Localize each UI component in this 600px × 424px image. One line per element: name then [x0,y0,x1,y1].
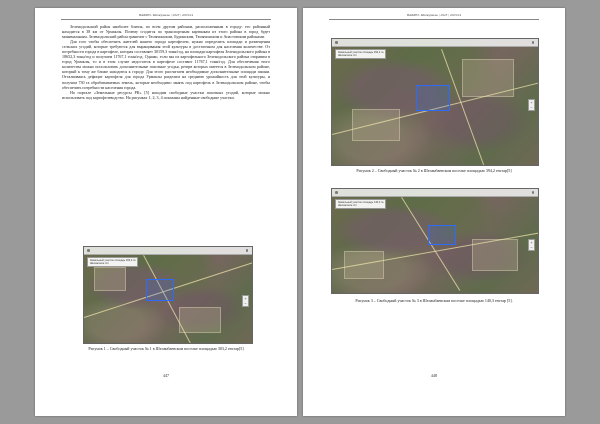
map-info-box [335,49,386,59]
map-zoom-control [242,295,249,307]
map-menu-icon [335,41,338,44]
land-parcel-outline [146,279,174,301]
zoom-out-icon: − [530,245,533,250]
zoom-in-icon: + [530,240,533,245]
paragraph: Для того чтобы обеспечить жителей нашего города картофелем, нужно определить площади и размещения сельских угодий, которые требуются для выращивания этой культуры в достаточном для населения количестве. От потребности города в картофеле, которая составляет 30159,3 тонн/год, на площади картофеля Зеленодольского района в 18652,3 тонн/год и получаем 11767,1 тонн/год. Однако, если мы из картофельного Зеленодольского района отправим в город Урмаклы, то и в этом случае недостаток в картофеле составит 11767,1 тонн/год. Для обеспечения этого количества можно использовать дополнительные пахотные угодья, резерв которых имеется в Зеленодольском районе, который к тому же ближе находится к городу. Для этого рассчитаем необходимые дополнительные площади пашни. Отталкиваясь дефицит картофеля для города Урмаклы разделим на среднюю урожайность для этой культуры, и получим 730 га обрабатываемых земель, которые необходимо занять под картофель в Зеленодольском районе, чтобы обеспечить потребности населения города. [62,39,270,90]
map-toolbar [332,189,538,197]
map-info-box [87,257,138,267]
page-number: 448 [430,373,438,378]
map-search-icon [246,249,249,252]
zoom-out-icon: − [244,301,247,306]
field-plot [179,307,221,333]
header-divider [61,19,271,20]
map-search-icon [532,41,535,44]
map-info-line: Шелангское с/п [90,262,109,266]
map-figure-1 [83,246,253,344]
figure-caption: Рисунок 2 – Свободный участок № 2 в Шеланбаевском поселке площадью 394,2 гектар[5] [356,168,512,173]
map-menu-icon [335,191,338,194]
map-menu-icon [87,249,90,252]
field-plot [352,109,400,141]
body-text [62,24,270,100]
header-divider [329,19,539,20]
paragraph: Зеленодольский район наиболее близок, по всем другим районам, расположенным в городу: его районный находится в 38 км от Урмаклы. Почему сгодится по транспортным картинкам из этого района в город будет минимальным. Зеленодольский район граничит с Тюлячинским, Буринским, Тюлячинским и Апастовским районами. [62,24,270,40]
map-info-line: Шелангское с/п [338,54,357,58]
figure-caption: Рисунок 1 – Свободный участок № 1 в Шеланбаевском поселке площадью 303,2 гектар[5] [88,346,244,351]
figure-caption: Рисунок 3 – Свободный участок № 3 в Шеланбаевском поселке площадью 140,3 гектар [5]. [355,298,513,303]
zoom-in-icon: + [244,296,247,301]
zoom-in-icon: + [530,100,533,105]
map-info-line: Земельный участок площадь 140,3 га [338,201,384,204]
map-info-line: Шелангское с/п [338,204,357,208]
right-page [303,8,565,416]
map-zoom-control [528,239,535,251]
map-info-line: Земельный участок площадь 394,2 га [338,51,384,54]
map-figure-2 [331,38,539,166]
map-figure-3 [331,188,539,294]
land-parcel-outline [428,225,456,245]
page-number: 447 [162,373,170,378]
map-toolbar [84,247,252,255]
left-page [35,8,297,416]
field-plot [94,267,126,291]
map-info-box [335,199,386,209]
zoom-out-icon: − [530,105,533,110]
map-search-icon [532,191,535,194]
map-toolbar [332,39,538,47]
map-info-line: Земельный участок площадь 303,2 га [90,259,136,262]
paragraph: На портале «Земельные ресурсы РК» [5] находим свободные участки пахотных угодий, которые можно использовать под картофелеводство. На рисунках 1, 2, 3, 4 показаны найденные свободные участки. [62,89,270,100]
running-header: ВАЖНО. Материалы | 2023 | 2023/24 [406,13,462,17]
map-zoom-control [528,99,535,111]
land-parcel-outline [416,85,450,111]
running-header: ВАЖНО. Материалы | 2023 | 2023/24 [138,13,194,17]
